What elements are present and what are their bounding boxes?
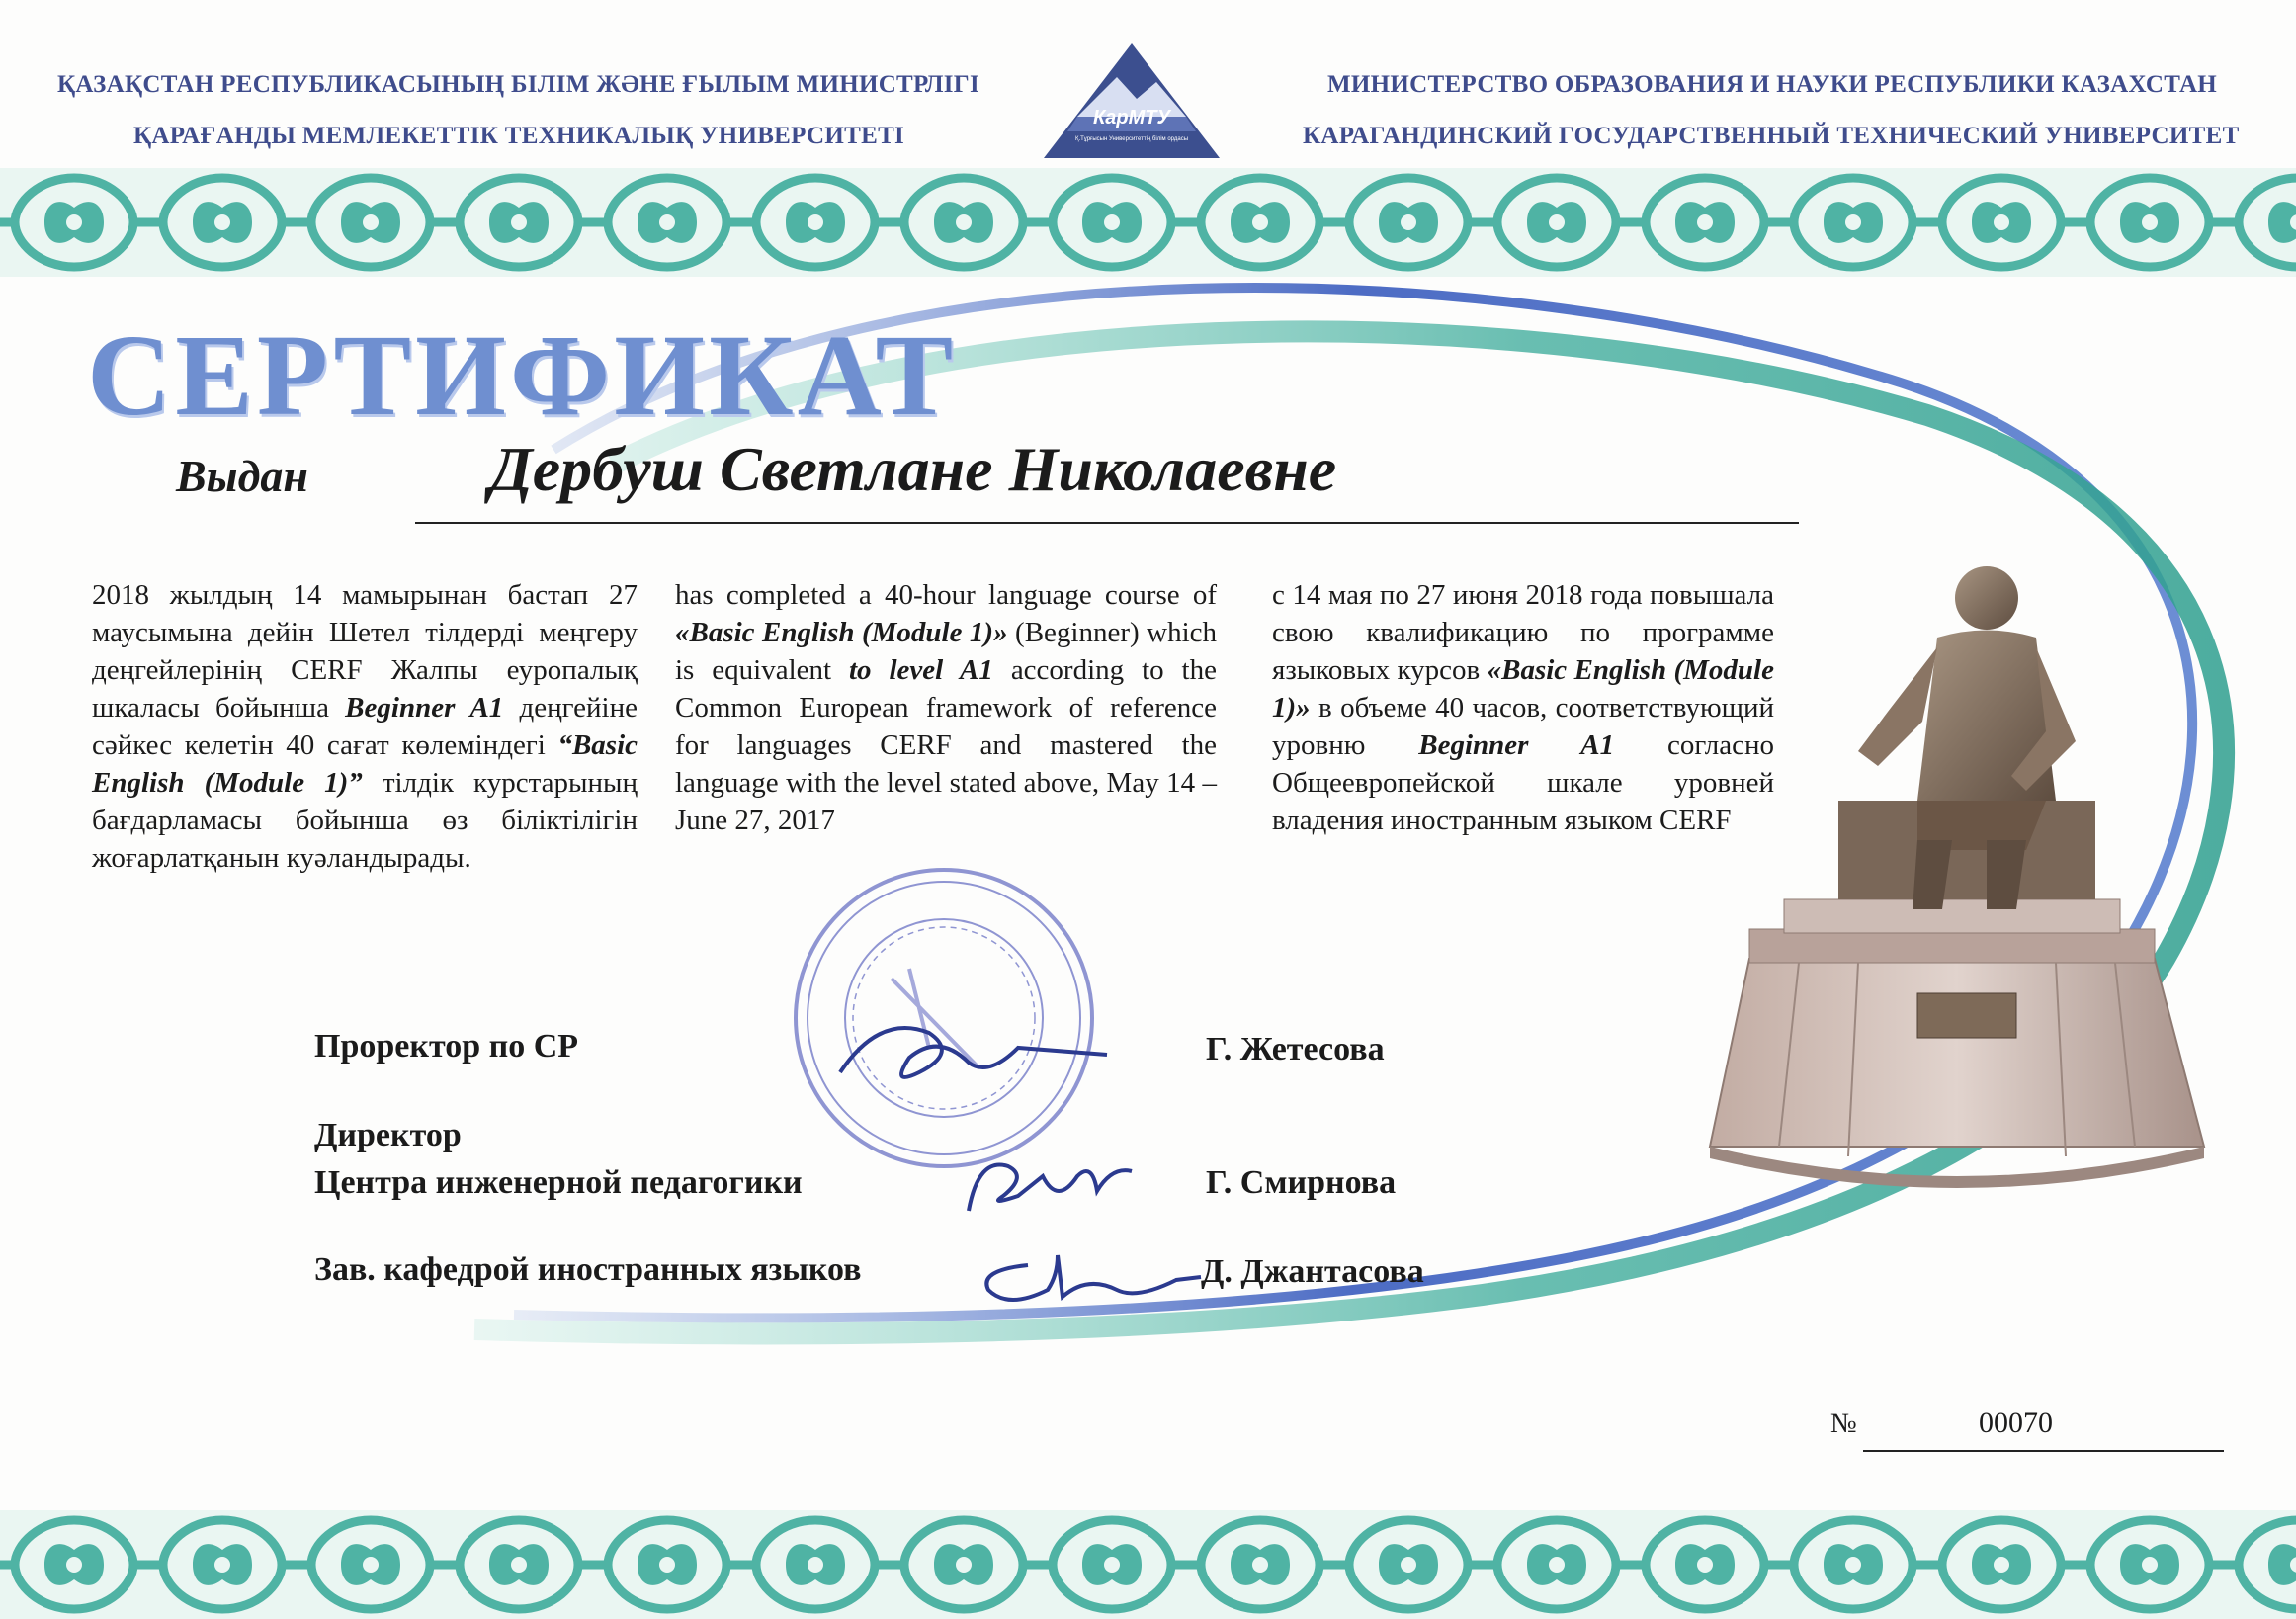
- certificate-title: СЕРТИФИКАТ: [87, 310, 958, 440]
- kz-text-1: 2018 жылдың 14 мамырынан бастап 27 маусымына дейін Шетел тілдерді меңгеру деңгейлерінің CERF Жалпы еуропалық шкаласы бойынша: [92, 579, 638, 724]
- ornament-band-top: [0, 168, 2296, 277]
- monument-statue-image: [1690, 554, 2224, 1196]
- signatory-role-3: Зав. кафедрой иностранных языков: [314, 1251, 862, 1288]
- en-text-2: «Basic English (Module 1)»: [675, 617, 1008, 648]
- signature-1: [820, 1003, 1117, 1092]
- certificate-number-label: №: [1830, 1408, 1857, 1439]
- signatory-name-3: Д. Джантасова: [1201, 1253, 1424, 1290]
- ru-text-4: Beginner A1: [1418, 729, 1615, 761]
- logo-subtext: Қ.Тұрғысын Университеттің білім ордасы: [1074, 136, 1189, 142]
- kz-text-2: Beginner A1: [345, 692, 504, 724]
- header-kz-line1: ҚАЗАҚСТАН РЕСПУБЛИКАСЫНЫҢ БІЛІМ ЖӘНЕ ҒЫЛЫМ МИНИСТРЛІГІ: [57, 71, 980, 98]
- en-text-5: according to the Common European framework of reference for languages CERF and mastered the language with the level stated above, May 14 – June 27, 2017: [675, 654, 1217, 836]
- header-ru-line1: МИНИСТЕРСТВО ОБРАЗОВАНИЯ И НАУКИ РЕСПУБЛИКИ КАЗАХСТАН: [1327, 71, 2218, 98]
- signatory-role-2-line1: Директор: [314, 1117, 462, 1153]
- header-ru-line2: КАРАГАНДИНСКИЙ ГОСУДАРСТВЕННЫЙ ТЕХНИЧЕСКИЙ УНИВЕРСИТЕТ: [1303, 123, 2240, 149]
- recipient-underline: [415, 522, 1799, 524]
- signatory-role-2-line2: Центра инженерной педагогики: [314, 1164, 803, 1201]
- logo-text: КарМТУ: [1092, 107, 1171, 128]
- ornament-band-bottom: [0, 1510, 2296, 1619]
- ru-text-3: в объеме 40 часов, соответствующий уровню: [1272, 692, 1774, 761]
- kz-text-4: “Basic English (Module 1)”: [92, 729, 638, 799]
- signatory-name-2: Г. Смирнова: [1206, 1164, 1397, 1201]
- signatory-role-1: Проректор по СР: [314, 1028, 579, 1065]
- en-text-4: to level A1: [848, 654, 993, 686]
- en-text-3: (Beginner) which is equivalent: [675, 617, 1217, 686]
- text-column-en: [675, 576, 1217, 839]
- en-text-1: has completed a 40-hour language course of: [675, 579, 1217, 611]
- issued-label: Выдан: [176, 451, 308, 501]
- certificate-number-underline: [1863, 1450, 2224, 1452]
- ru-text-1: с 14 мая по 27 июня 2018 года повышала свою квалификацию по программе языковых курсов: [1272, 579, 1774, 686]
- signatory-name-1: Г. Жетесова: [1206, 1031, 1385, 1067]
- university-logo: [1038, 38, 1226, 164]
- kz-text-3: деңгейіне сәйкес келетін 40 сағат көлеміндегі: [92, 692, 638, 761]
- text-column-kz: [92, 576, 638, 877]
- header-kz-line2: ҚАРАҒАНДЫ МЕМЛЕКЕТТІК ТЕХНИКАЛЫҚ УНИВЕРСИТЕТІ: [133, 123, 905, 149]
- kz-text-5: тілдік курстарының бағдарламасы бойынша өз біліктілігін жоғарлатқанын куәландырады.: [92, 767, 638, 874]
- recipient-name: Дербуш Светлане Николаевне: [489, 434, 1337, 504]
- ru-text-2: «Basic English (Module 1)»: [1272, 654, 1774, 724]
- signature-2: [949, 1137, 1147, 1226]
- certificate-number: 00070: [1979, 1406, 2053, 1439]
- signature-3: [969, 1236, 1206, 1315]
- ru-text-5: согласно Общеевропейской шкале уровней владения иностранным языком CERF: [1272, 729, 1774, 836]
